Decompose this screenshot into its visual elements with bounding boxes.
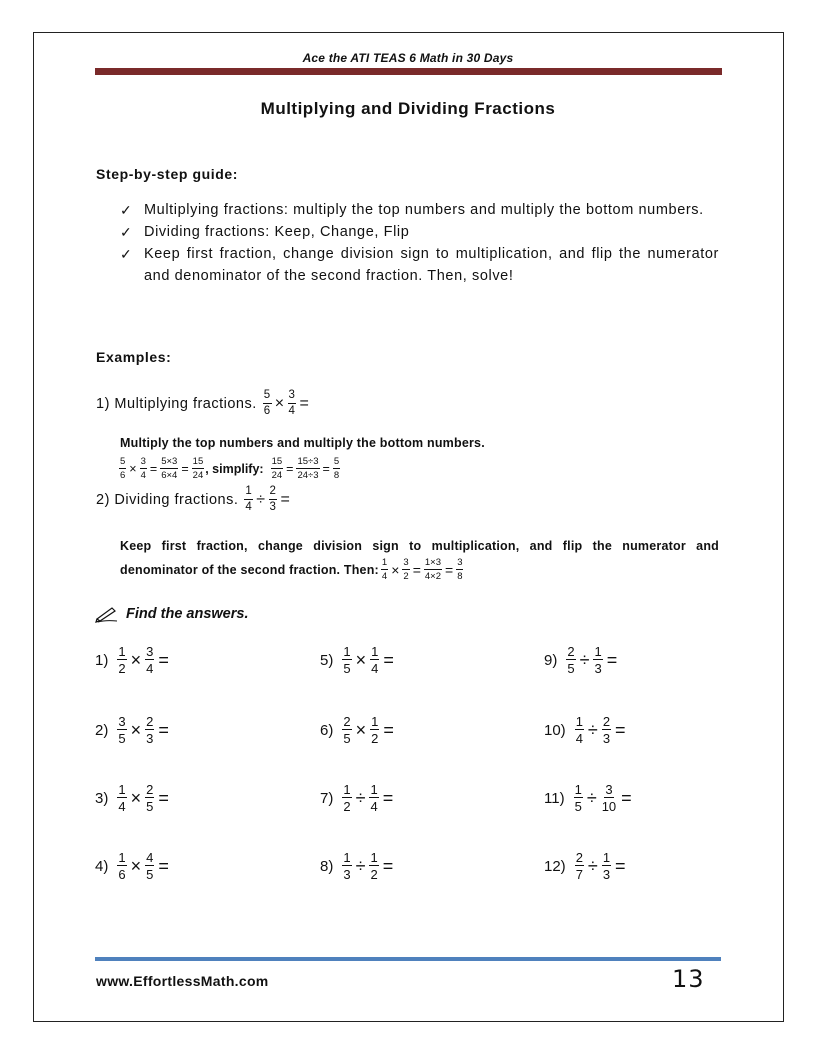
fraction: $\frac{2}{3}$ <box>269 485 277 513</box>
equals: = <box>149 461 158 476</box>
fraction: $\frac{3}{2}$ <box>403 557 409 582</box>
problem: 9) $\frac{2}{5}$ ÷ $\frac{1}{3}$ = <box>544 644 618 676</box>
problem: 11) $\frac{1}{5}$ ÷ $\frac{3}{10}$ = <box>544 782 632 814</box>
guide-heading: Step-by-step guide: <box>96 166 239 182</box>
operator: × <box>391 561 400 578</box>
header-rule <box>95 68 722 75</box>
problem: 10) $\frac{1}{4}$ ÷ $\frac{2}{3}$ = <box>544 714 626 746</box>
fraction: $\frac{3}{4}$ <box>140 456 146 481</box>
operator: × <box>129 461 137 476</box>
problem: 8) $\frac{1}{3}$ ÷ $\frac{1}{2}$ = <box>320 850 394 882</box>
fraction: $\frac{15}{24}$ <box>192 456 204 481</box>
footer-url: www.EffortlessMath.com <box>96 973 269 989</box>
check-icon: ✓ <box>120 202 133 218</box>
example-2-explanation-cont: denominator of the second fraction. Then: <box>120 562 379 577</box>
example-2-explanation: Keep first fraction, change division sign to multiplication, and flip the numerator and <box>120 539 719 553</box>
check-icon: ✓ <box>120 224 133 240</box>
fraction: $\frac{5}{8}$ <box>333 456 340 481</box>
fraction: $\frac{5}{6}$ <box>120 456 126 481</box>
operator: × <box>274 394 285 412</box>
fraction: $\frac{1\times 3}{4\times 2}$ <box>424 557 441 582</box>
problem: 12) $\frac{2}{7}$ ÷ $\frac{1}{3}$ = <box>544 850 626 882</box>
problem: 3) $\frac{1}{4}$ × $\frac{2}{5}$ = <box>95 782 169 814</box>
equals: = <box>445 561 454 578</box>
exercise-grid <box>95 645 735 905</box>
page-number: 13 <box>672 965 705 993</box>
problem: 6) $\frac{2}{5}$ × $\frac{1}{2}$ = <box>320 714 394 746</box>
example-2-label: 2) Dividing fractions. <box>96 491 239 508</box>
problem: 7) $\frac{1}{2}$ ÷ $\frac{1}{4}$ = <box>320 782 394 814</box>
equals: = <box>299 394 310 412</box>
example-2-solution <box>120 558 464 581</box>
exercises-heading: Find the answers. <box>126 606 249 622</box>
guide-list <box>120 199 719 287</box>
examples-heading: Examples: <box>96 349 172 365</box>
running-header: Ace the ATI TEAS 6 Math in 30 Days <box>302 51 514 65</box>
equals: = <box>181 461 189 476</box>
pencil-icon <box>95 605 119 623</box>
problem: 5) $\frac{1}{5}$ × $\frac{1}{4}$ = <box>320 644 394 676</box>
page-title: Multiplying and Dividing Fractions <box>260 99 556 118</box>
example-2 <box>96 486 292 513</box>
guide-item: ✓ Multiplying fractions: multiply the top numbers and multiply the bottom numbers. <box>120 199 719 221</box>
equals: = <box>286 461 294 476</box>
equals: = <box>280 490 291 508</box>
guide-item: ✓ Keep first fraction, change division sign to multiplication, and flip the numerator and denominator of the second fraction. Then, solve! <box>120 243 719 287</box>
simplify-label: , simplify: <box>205 461 264 476</box>
exercises-header <box>95 605 248 623</box>
problem: 1) $\frac{1}{2}$ × $\frac{3}{4}$ = <box>95 644 169 676</box>
check-icon: ✓ <box>120 246 133 262</box>
fraction: $\frac{3}{4}$ <box>288 389 296 417</box>
problem: 2) $\frac{3}{5}$ × $\frac{2}{3}$ = <box>95 714 169 746</box>
example-1-explanation: Multiply the top numbers and multiply the bottom numbers. <box>120 436 485 450</box>
fraction: $\frac{3}{8}$ <box>457 557 463 582</box>
fraction: $\frac{15\div 3}{24\div 3}$ <box>297 456 319 481</box>
fraction: $\frac{15}{24}$ <box>271 456 283 481</box>
footer-rule <box>95 957 721 961</box>
fraction: $\frac{5\times 3}{6\times 4}$ <box>161 456 178 481</box>
fraction: $\frac{1}{4}$ <box>381 557 388 582</box>
example-1-solution <box>118 457 341 480</box>
example-1 <box>96 390 311 417</box>
problem: 4) $\frac{1}{6}$ × $\frac{4}{5}$ = <box>95 850 169 882</box>
operator: ÷ <box>256 490 266 508</box>
equals: = <box>322 461 330 476</box>
example-1-label: 1) Multiplying fractions. <box>96 395 257 412</box>
guide-item: ✓ Dividing fractions: Keep, Change, Flip <box>120 221 719 243</box>
fraction: $\frac{5}{6}$ <box>263 389 271 417</box>
equals: = <box>412 561 421 578</box>
fraction: $\frac{1}{4}$ <box>245 485 253 513</box>
